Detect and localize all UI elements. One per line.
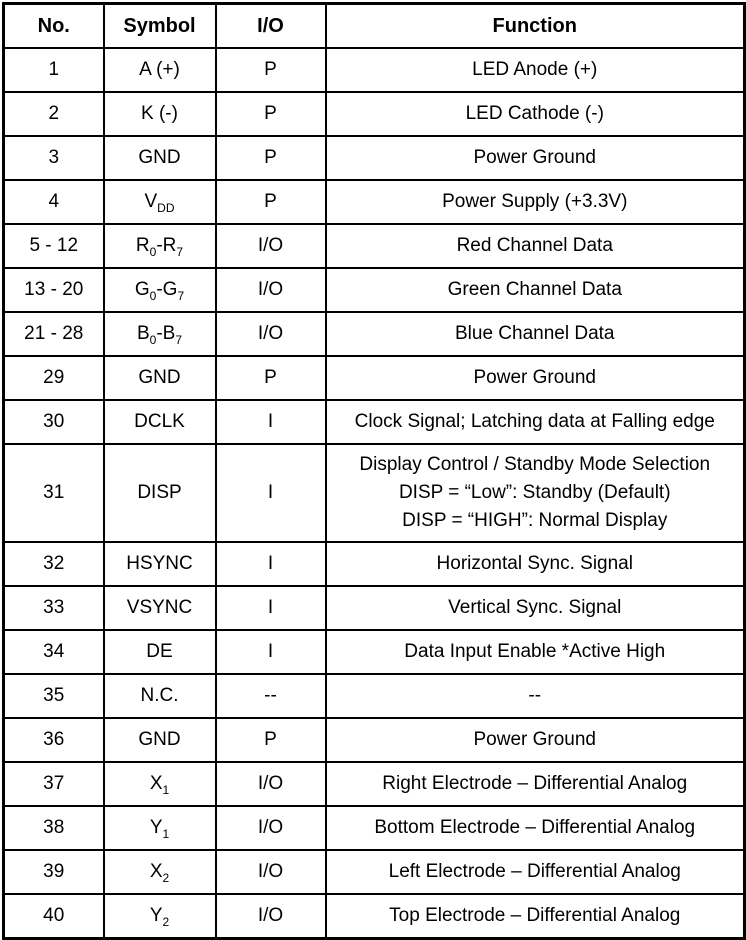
cell-function: Power Ground bbox=[326, 136, 745, 180]
cell-io: I/O bbox=[216, 312, 326, 356]
cell-io: I bbox=[216, 542, 326, 586]
column-header-function: Function bbox=[326, 4, 745, 49]
cell-io: I/O bbox=[216, 268, 326, 312]
table-row bbox=[4, 806, 745, 850]
cell-no: 5 - 12 bbox=[4, 224, 104, 268]
cell-function: Red Channel Data bbox=[326, 224, 745, 268]
cell-no: 2 bbox=[4, 92, 104, 136]
cell-no: 34 bbox=[4, 630, 104, 674]
cell-io: I/O bbox=[216, 762, 326, 806]
cell-function: Power Ground bbox=[326, 356, 745, 400]
cell-io: P bbox=[216, 136, 326, 180]
function-line: DISP = “HIGH”: Normal Display bbox=[402, 510, 668, 531]
cell-symbol: N.C. bbox=[104, 674, 216, 718]
cell-symbol: GND bbox=[104, 718, 216, 762]
cell-symbol: $V_{DD}$ bbox=[104, 180, 216, 224]
table-row bbox=[4, 444, 745, 542]
function-line: DISP = “Low”: Standby (Default) bbox=[398, 482, 671, 503]
table-row bbox=[4, 268, 745, 312]
cell-function: Clock Signal; Latching data at Falling edge bbox=[326, 400, 745, 444]
table-row bbox=[4, 718, 745, 762]
cell-function: LED Cathode (-) bbox=[326, 92, 745, 136]
cell-function: Power Ground bbox=[326, 718, 745, 762]
cell-no: 30 bbox=[4, 400, 104, 444]
table-row bbox=[4, 224, 745, 268]
table-row bbox=[4, 356, 745, 400]
cell-symbol: $Y_2$ bbox=[104, 894, 216, 939]
cell-symbol: DE bbox=[104, 630, 216, 674]
cell-io: I/O bbox=[216, 894, 326, 939]
cell-function bbox=[326, 444, 745, 542]
cell-io: I bbox=[216, 586, 326, 630]
cell-no: 35 bbox=[4, 674, 104, 718]
table-header bbox=[4, 4, 745, 49]
cell-no: 33 bbox=[4, 586, 104, 630]
cell-symbol: VSYNC bbox=[104, 586, 216, 630]
table-row bbox=[4, 542, 745, 586]
cell-io: P bbox=[216, 180, 326, 224]
pin-description-table bbox=[2, 2, 746, 940]
function-line: Display Control / Standby Mode Selection bbox=[359, 454, 711, 475]
cell-symbol: $X_2$ bbox=[104, 850, 216, 894]
cell-function: Data Input Enable *Active High bbox=[326, 630, 745, 674]
cell-symbol: DISP bbox=[104, 444, 216, 542]
cell-function: Horizontal Sync. Signal bbox=[326, 542, 745, 586]
cell-no: 21 - 28 bbox=[4, 312, 104, 356]
table-row bbox=[4, 48, 745, 92]
cell-io: -- bbox=[216, 674, 326, 718]
table-row bbox=[4, 92, 745, 136]
cell-symbol: $B_0-B_7$ bbox=[104, 312, 216, 356]
cell-io: I bbox=[216, 444, 326, 542]
cell-function: Bottom Electrode – Differential Analog bbox=[326, 806, 745, 850]
cell-no: 4 bbox=[4, 180, 104, 224]
cell-no: 29 bbox=[4, 356, 104, 400]
cell-symbol: $Y_1$ bbox=[104, 806, 216, 850]
cell-function: Vertical Sync. Signal bbox=[326, 586, 745, 630]
cell-function: -- bbox=[326, 674, 745, 718]
cell-function: Left Electrode – Differential Analog bbox=[326, 850, 745, 894]
cell-symbol: GND bbox=[104, 356, 216, 400]
cell-symbol: $R_0-R_7$ bbox=[104, 224, 216, 268]
cell-function: Green Channel Data bbox=[326, 268, 745, 312]
cell-no: 37 bbox=[4, 762, 104, 806]
table-row bbox=[4, 312, 745, 356]
cell-symbol: A (+) bbox=[104, 48, 216, 92]
cell-io: I/O bbox=[216, 224, 326, 268]
header-row bbox=[4, 4, 745, 49]
table-row bbox=[4, 894, 745, 939]
column-header-io: I/O bbox=[216, 4, 326, 49]
cell-no: 13 - 20 bbox=[4, 268, 104, 312]
table-row bbox=[4, 400, 745, 444]
cell-no: 3 bbox=[4, 136, 104, 180]
cell-no: 36 bbox=[4, 718, 104, 762]
table-row bbox=[4, 674, 745, 718]
cell-no: 39 bbox=[4, 850, 104, 894]
cell-symbol: HSYNC bbox=[104, 542, 216, 586]
cell-symbol: GND bbox=[104, 136, 216, 180]
column-header-symbol: Symbol bbox=[104, 4, 216, 49]
cell-io: I bbox=[216, 630, 326, 674]
cell-no: 40 bbox=[4, 894, 104, 939]
cell-io: I/O bbox=[216, 806, 326, 850]
cell-no: 31 bbox=[4, 444, 104, 542]
cell-symbol: DCLK bbox=[104, 400, 216, 444]
cell-symbol: $X_1$ bbox=[104, 762, 216, 806]
cell-function: Top Electrode – Differential Analog bbox=[326, 894, 745, 939]
table-body bbox=[4, 48, 745, 939]
table-row bbox=[4, 586, 745, 630]
cell-no: 1 bbox=[4, 48, 104, 92]
column-header-no: No. bbox=[4, 4, 104, 49]
table-row bbox=[4, 180, 745, 224]
cell-io: P bbox=[216, 356, 326, 400]
cell-no: 38 bbox=[4, 806, 104, 850]
table-row bbox=[4, 630, 745, 674]
cell-symbol: $G_0-G_7$ bbox=[104, 268, 216, 312]
cell-function: LED Anode (+) bbox=[326, 48, 745, 92]
cell-function: Blue Channel Data bbox=[326, 312, 745, 356]
cell-no: 32 bbox=[4, 542, 104, 586]
cell-io: P bbox=[216, 92, 326, 136]
cell-function: Power Supply (+3.3V) bbox=[326, 180, 745, 224]
cell-io: I/O bbox=[216, 850, 326, 894]
cell-symbol: K (-) bbox=[104, 92, 216, 136]
table-row bbox=[4, 762, 745, 806]
cell-io: P bbox=[216, 718, 326, 762]
table-row bbox=[4, 850, 745, 894]
table-row bbox=[4, 136, 745, 180]
cell-io: P bbox=[216, 48, 326, 92]
cell-function: Right Electrode – Differential Analog bbox=[326, 762, 745, 806]
cell-io: I bbox=[216, 400, 326, 444]
